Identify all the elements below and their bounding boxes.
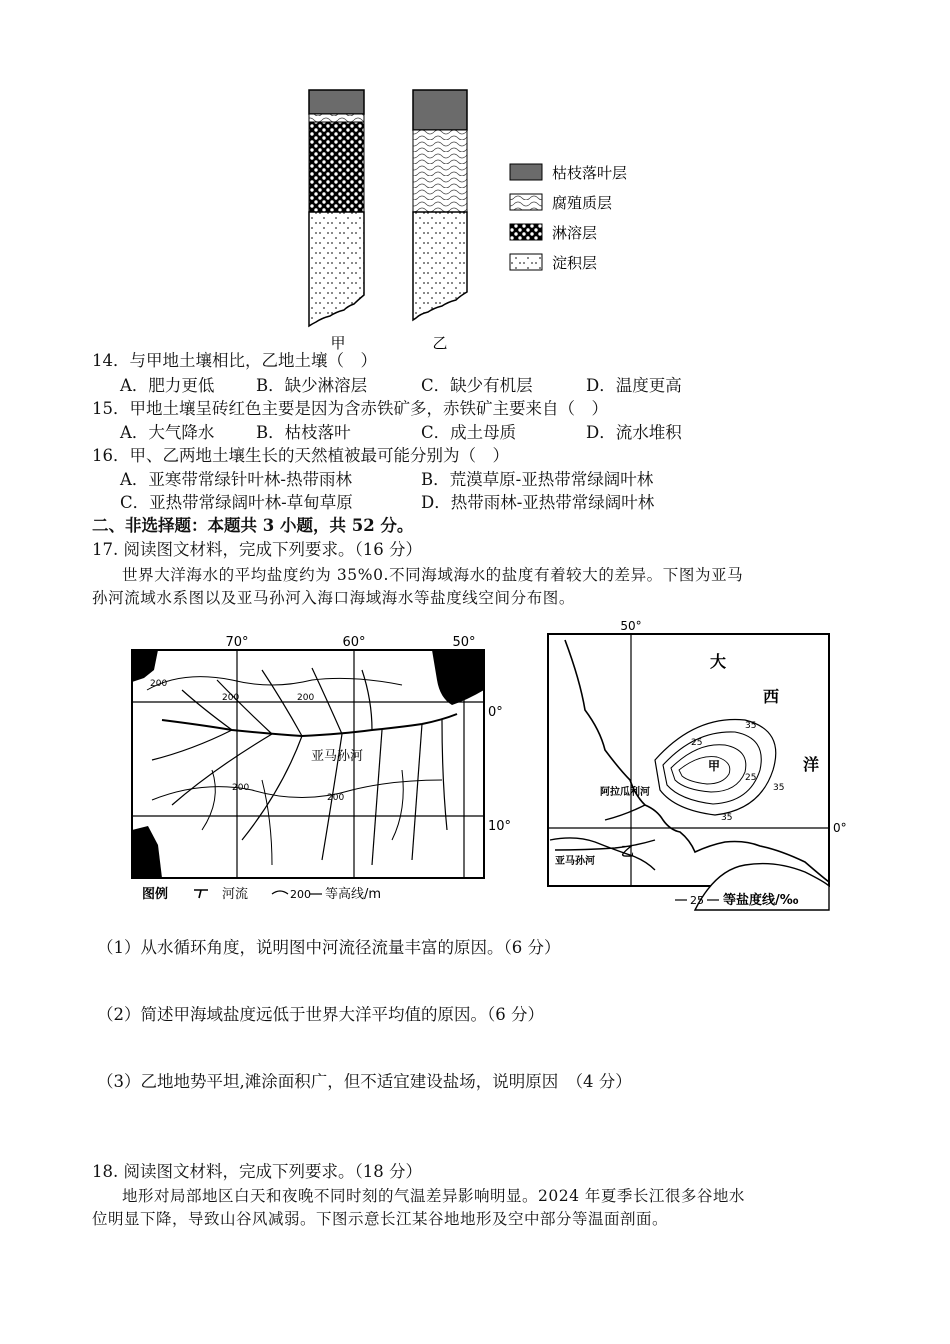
q17-para-2: 孙河流域水系图以及亚马孙河入海口海域海水等盐度线空间分布图。 <box>92 589 576 607</box>
ocean-label-2: 西 <box>763 687 780 706</box>
legend-swatch-eluvial <box>510 224 542 240</box>
contour-label-2: 200 <box>297 693 315 703</box>
q14-option-c: C．缺少有机层 <box>421 376 533 395</box>
q15-option-d: D．流水堆积 <box>586 423 682 442</box>
q15-option-a: A．大气降水 <box>120 423 215 442</box>
lon-label-50: 50° <box>452 635 476 650</box>
ocean-label-3: 洋 <box>803 755 820 774</box>
lat-label-10: 10° <box>488 819 512 834</box>
legend-label-litter: 枯枝落叶层 <box>552 164 628 182</box>
lat-label-0: 0° <box>488 705 503 720</box>
q14-stem: 14．与甲地土壤相比，乙地土壤（ ） <box>92 351 377 370</box>
salinity-lat-label: 0° <box>833 821 847 835</box>
column-b-label: 乙 <box>432 334 448 352</box>
q15-option-b: B．枯枝落叶 <box>256 423 351 442</box>
q18-para-2: 位明显下降，导致山谷风减弱。下图示意长江某谷地地形及空中部分等温面剖面。 <box>92 1210 669 1228</box>
q16-option-b: B．荒漠草原-亚热带常绿阔叶林 <box>421 470 654 489</box>
legend-contour-icon <box>272 891 288 894</box>
section-2-title: 二、非选择题：本题共 3 小题，共 52 分。 <box>92 516 414 535</box>
soil-legend <box>510 164 627 272</box>
q16-option-a: A．亚寒带常绿针叶林-热带雨林 <box>120 470 352 489</box>
isohaline-label-3: 35 <box>773 783 785 793</box>
illuvial-layer-b <box>413 212 467 320</box>
lon-label-60: 60° <box>342 635 366 650</box>
q14-option-b: B．缺少淋溶层 <box>256 376 368 395</box>
soil-profile-figure <box>290 80 660 360</box>
column-a-label: 甲 <box>330 334 346 352</box>
q18-para-1: 地形对局部地区白天和夜晚不同时刻的气温差异影响明显。2024 年夏季长江很多谷地水 <box>122 1187 745 1205</box>
isohaline-label-5: 35 <box>721 813 733 823</box>
amazon-basin-map <box>122 630 512 910</box>
q16-option-c: C．亚热带常绿阔叶林-草甸草原 <box>120 493 353 512</box>
legend-swatch-humus <box>510 194 542 210</box>
map-legend-contour-value: 200 <box>290 888 311 901</box>
salinity-lon-label: 50° <box>620 619 642 633</box>
q17-sub-1: （1）从水循环角度，说明图中河流径流量丰富的原因。（6 分） <box>97 938 561 957</box>
q14-option-d: D．温度更高 <box>586 376 682 395</box>
q17-para-1: 世界大洋海水的平均盐度约为 35%0.不同海域海水的盐度有着较大的差异。下图为亚马 <box>122 566 744 584</box>
litter-layer-b <box>413 90 467 130</box>
lon-label-70: 70° <box>225 635 249 650</box>
litter-layer-a <box>309 90 364 114</box>
humus-layer-a <box>309 114 364 122</box>
legend-label-eluvial: 淋溶层 <box>552 224 598 242</box>
q18-stem: 18. 阅读图文材料，完成下列要求。（18 分） <box>92 1162 422 1181</box>
humus-layer-b <box>413 130 467 212</box>
legend-label-humus: 腐殖质层 <box>552 194 613 212</box>
isohaline-label-4: 25 <box>745 773 757 783</box>
eluvial-layer-a <box>309 122 364 212</box>
map-legend-contour: 等高线/m <box>325 887 382 902</box>
legend-river-icon <box>194 890 208 898</box>
contour-label-1: 200 <box>150 679 168 689</box>
q15-stem: 15．甲地土壤呈砖红色主要是因为含赤铁矿多，赤铁矿主要来自（ ） <box>92 399 608 418</box>
isohaline-label-1: 25 <box>691 738 703 748</box>
q16-option-d: D．热带雨林-亚热带常绿阔叶林 <box>421 493 655 512</box>
river-label-amazon: 亚马孙河 <box>310 749 364 764</box>
illuvial-layer-a <box>309 212 364 326</box>
contour-label-3: 200 <box>232 783 250 793</box>
q15-option-c: C．成土母质 <box>421 423 517 442</box>
legend-label-illuvial: 淀积层 <box>552 254 598 272</box>
contour-label-4: 200 <box>327 793 345 803</box>
salinity-map <box>545 620 845 910</box>
q17-sub-2: （2）简述甲海域盐度远低于世界大洋平均值的原因。（6 分） <box>97 1005 544 1024</box>
legend-swatch-litter <box>510 164 542 180</box>
ocean-label-1: 大 <box>710 652 727 671</box>
isohaline-label-2: 35 <box>745 721 757 731</box>
point-a-label: 甲 <box>708 759 721 773</box>
salinity-legend-text: 等盐度线/‰ <box>723 893 799 908</box>
q17-stem: 17. 阅读图文材料，完成下列要求。（16 分） <box>92 540 422 559</box>
q16-stem: 16．甲、乙两地土壤生长的天然植被最可能分别为（ ） <box>92 446 509 465</box>
contour-label-5: 200 <box>222 693 240 703</box>
amazon-river-label: 亚马孙河 <box>555 856 595 867</box>
q14-option-a: A．肥力更低 <box>120 376 215 395</box>
map-legend-title: 图例 <box>142 887 169 902</box>
point-b-label: 乙 <box>621 845 635 860</box>
soil-column-b <box>413 90 467 320</box>
soil-column-a <box>309 90 364 326</box>
map-legend-river: 河流 <box>222 887 249 902</box>
aragua-river-label: 阿拉瓜利河 <box>600 787 650 798</box>
q17-sub-3: （3）乙地地势平坦,滩涂面积广，但不适宜建设盐场，说明原因 （4 分） <box>97 1072 632 1091</box>
salinity-legend-value: 25 <box>690 894 704 907</box>
legend-swatch-illuvial <box>510 254 542 270</box>
